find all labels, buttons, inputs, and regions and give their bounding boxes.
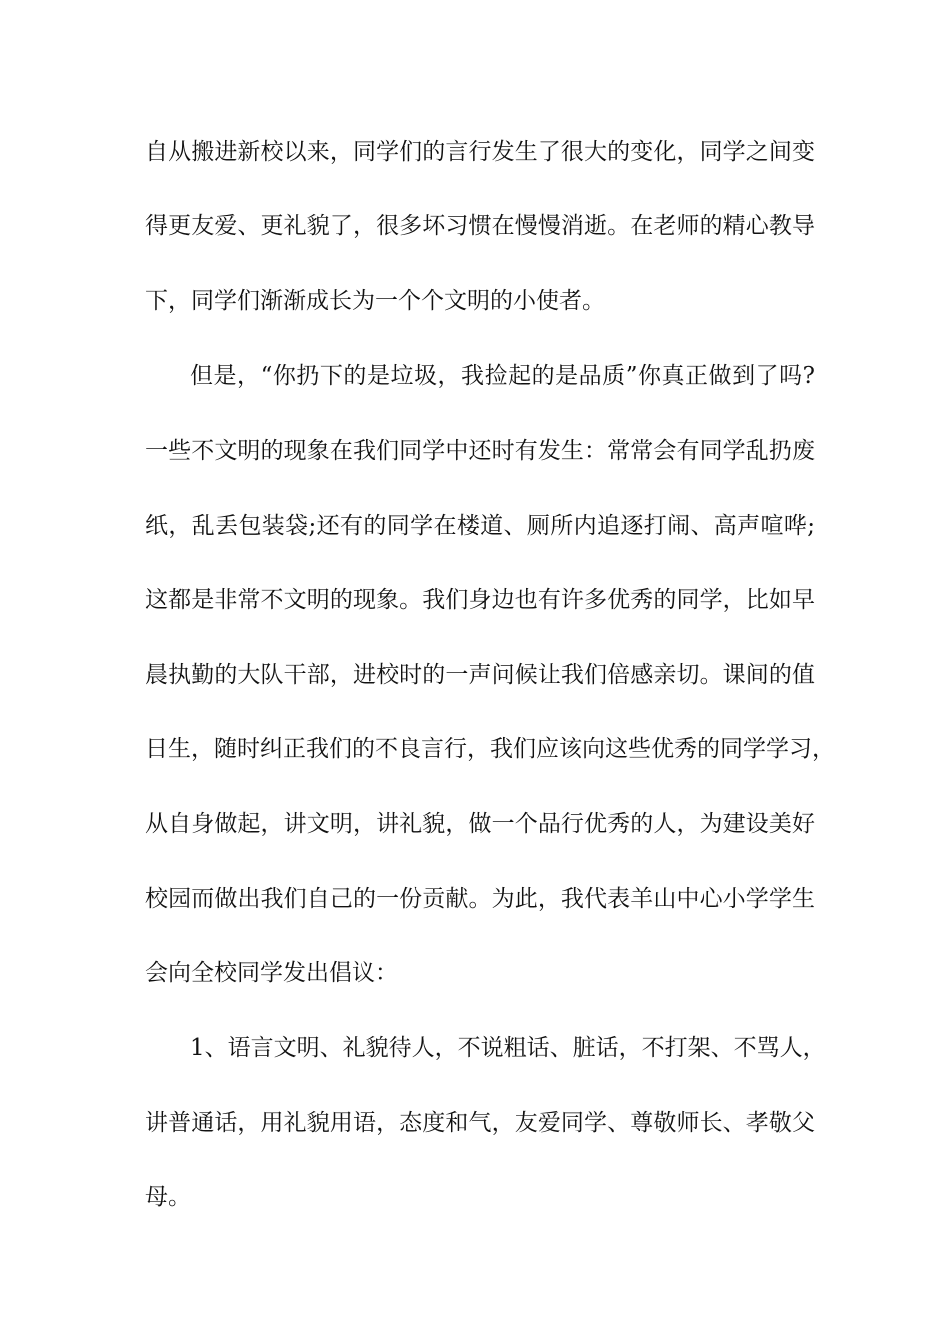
text-line: 纸，乱丢包装袋;还有的同学在楼道、厕所内追逐打闹、高声喧哗; (145, 513, 815, 539)
text-line: 会向全校同学发出倡议： (145, 960, 398, 986)
text-line: 但是，“你扔下的是垃圾，我捡起的是品质”你真正做到了吗? (190, 363, 815, 389)
text-line: 母。 (145, 1184, 191, 1210)
text-line: 一些不文明的现象在我们同学中还时有发生：常常会有同学乱扔废 (145, 438, 815, 464)
text-line: 自从搬进新校以来，同学们的言行发生了很大的变化，同学之间变 (145, 139, 815, 165)
text-line: 日生，随时纠正我们的不良言行，我们应该向这些优秀的同学学习， (145, 736, 835, 762)
list-item-1: 1、语言文明、礼貌待人，不说粗话、脏话，不打架、不骂人， (190, 1035, 826, 1061)
text-line: 晨执勤的大队干部，进校时的一声问候让我们倍感亲切。课间的值 (145, 662, 815, 688)
text-line: 这都是非常不文明的现象。我们身边也有许多优秀的同学，比如早 (145, 587, 815, 613)
text-line: 从自身做起，讲文明，讲礼貌，做一个品行优秀的人，为建设美好 (145, 811, 815, 837)
text-line: 校园而做出我们自己的一份贡献。为此，我代表羊山中心小学学生 (145, 886, 815, 912)
text-line: 讲普通话，用礼貌用语，态度和气，友爱同学、尊敬师长、孝敬父 (145, 1110, 815, 1136)
text-line: 得更友爱、更礼貌了，很多坏习惯在慢慢消逝。在老师的精心教导 (145, 213, 815, 239)
text-line: 下，同学们渐渐成长为一个个文明的小使者。 (145, 288, 605, 314)
